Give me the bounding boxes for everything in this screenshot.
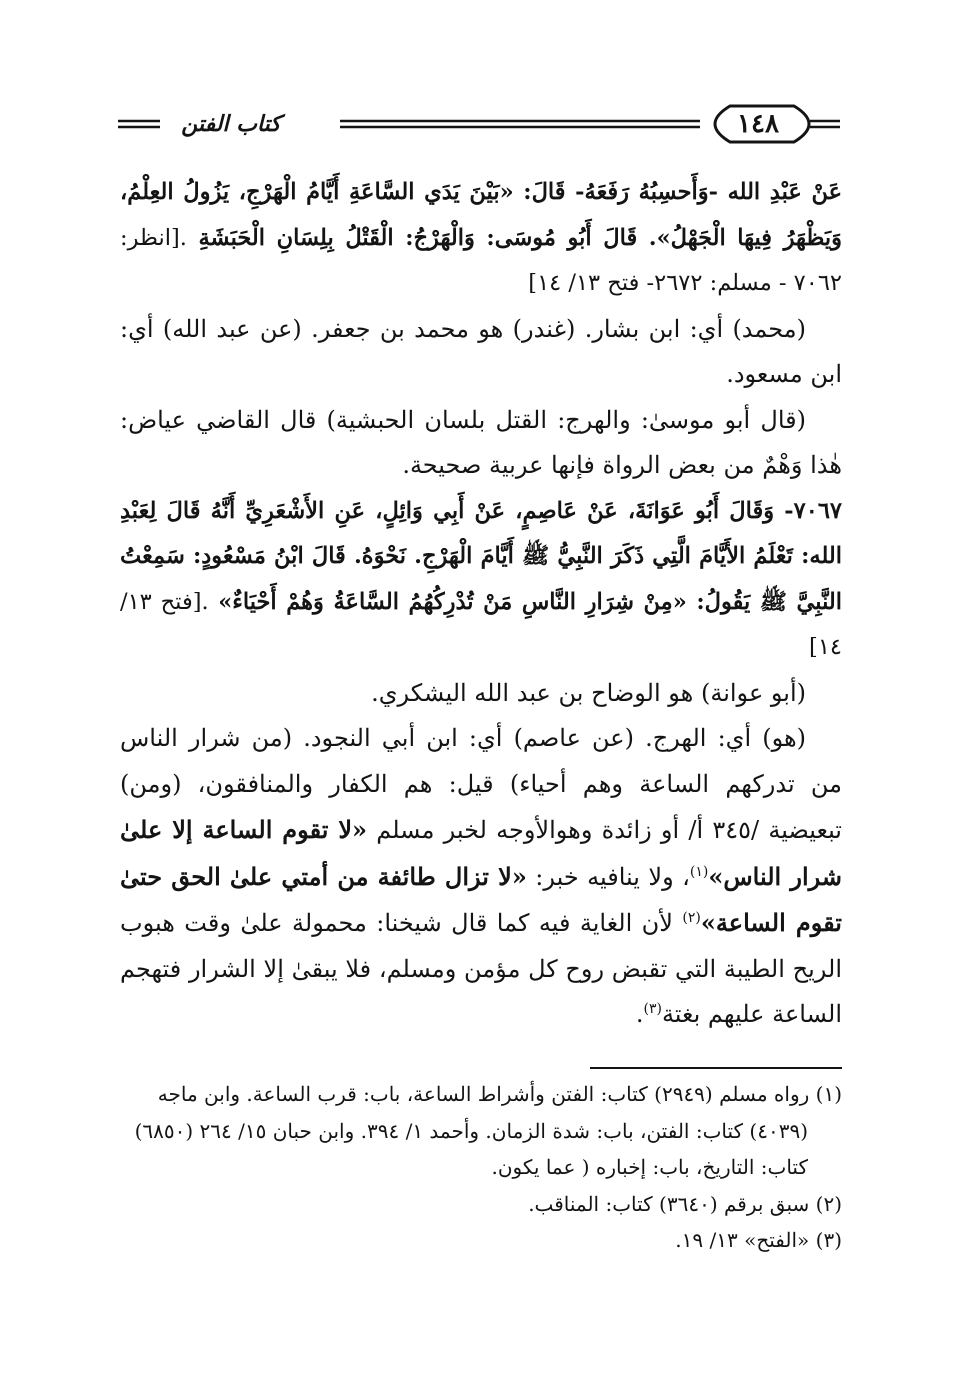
hadith-text: ٧٠٦٧- وَقَالَ أَبُو عَوَانَةَ، عَنْ عَاصِمٍ، عَنْ أَبِي وَائِلٍ، عَنِ الأَشْعَرِيِّ أَنَّهُ قَالَ لِعَبْدِ الله: تَعْلَمُ الأَيَّامَ الَّتِي ذَكَرَ النَّبِيُّ ﷺ أَيَّامَ الْهَرْجِ. نَحْوَهُ. قَالَ ابْنُ مَسْعُودٍ: سَمِعْتُ النَّبِيَّ ﷺ يَقُولُ: «مِنْ شِرَارِ النَّاسِ مَنْ تُدْرِكُهُمُ السَّاعَةُ وَهُمْ أَحْيَاءٌ» — [120, 497, 842, 615]
hadith-reference: .[فتح ١٣/ ١٤] — [120, 588, 842, 660]
commentary-paragraph — [120, 716, 842, 1038]
page-header — [118, 100, 840, 148]
main-text — [120, 170, 842, 1038]
quoted-hadith: «لا تقوم الساعة إلا علىٰ شرار الناس» — [120, 815, 842, 891]
commentary-text: (هو) أي: الهرج. (عن عاصم) أي: ابن أبي النجود. (من شرار الناس من تدركهم الساعة وهم أحياء) قيل: هم الكفار والمنافقون، (ومن) تبعيضية /٣٤٥ أ/ أو زائدة وهوالأوجه لخبر مسلم — [120, 724, 842, 844]
page-number: ١٤٨ — [737, 109, 779, 139]
footnote-3: (٣) «الفتح» ١٣/ ١٩. — [675, 1228, 842, 1252]
commentary-text: (أبو عوانة) هو الوضاح بن عبد الله اليشكري. — [371, 678, 806, 707]
commentary-text: . — [635, 1000, 644, 1028]
footnote-separator — [590, 1067, 842, 1069]
footnote-1: (١) رواه مسلم (٢٩٤٩) كتاب: الفتن وأشراط الساعة، باب: قرب الساعة. وابن ماجه (٤٠٣٩) كتاب: الفتن، باب: شدة الزمان. وأحمد ١/ ٣٩٤. وابن حبان ١٥/ ٢٦٤ (٦٨٥٠) كتاب: التاريخ، باب: إخباره ( عما يكون. — [134, 1082, 842, 1179]
hadith-7067 — [120, 489, 842, 671]
commentary-paragraph — [120, 307, 842, 398]
hadith-text: عَنْ عَبْدِ الله -وَأَحسِبُهُ رَفَعَهُ- قَالَ: «بَيْنَ يَدَي السَّاعَةِ أَيَّامُ الْهَرْجِ، يَزُولُ العِلْمُ، وَيَظْهَرُ فِيهَا الْجَهْلُ». قَالَ أَبُو مُوسَى: وَالْهَرْجُ: الْقَتْلُ بِلِسَانِ الْحَبَشَةِ — [120, 179, 842, 251]
hadith-reference: .[انظر: ٧٠٦٢ - مسلم: ٢٦٧٢- فتح ١٣/ ١٤] — [120, 224, 842, 296]
commentary-text: (قال أبو موسىٰ: والهرج: القتل بلسان الحبشية) قال القاضي عياض: هٰذا وَهْمٌ من بعض الرواة فإنها عربية صحيحة. — [120, 405, 842, 479]
quoted-hadith: «لا تزال طائفة من أمتي علىٰ الحق حتىٰ تقوم الساعة» — [120, 861, 842, 937]
footnote-marker[interactable]: (٣) — [643, 1001, 662, 1017]
commentary-text: (محمد) أي: ابن بشار. (غندر) هو محمد بن جعفر. (عن عبد الله) أي: ابن مسعود. — [120, 314, 842, 388]
hadith-7066 — [120, 170, 842, 307]
commentary-paragraph — [120, 398, 842, 489]
commentary-text: لأن الغاية فيه كما قال شيخنا: محمولة علىٰ وقت هبوب الريح الطيبة التي تقبض روح كل مؤمن ومسلم، فلا يبقىٰ إلا الشرار فتهجم الساعة عليهم بغتة — [120, 909, 842, 1028]
footnote-2: (٢) سبق برقم (٣٦٤٠) كتاب: المناقب. — [528, 1191, 842, 1216]
commentary-paragraph — [120, 671, 842, 717]
footnote-marker[interactable]: (٢) — [682, 910, 701, 926]
footnotes — [120, 1076, 842, 1259]
footnote-marker[interactable]: (١) — [689, 863, 709, 880]
book-title: كتاب الفتن — [181, 111, 281, 137]
commentary-text: ، ولا ينافيه خبر: — [535, 862, 690, 891]
